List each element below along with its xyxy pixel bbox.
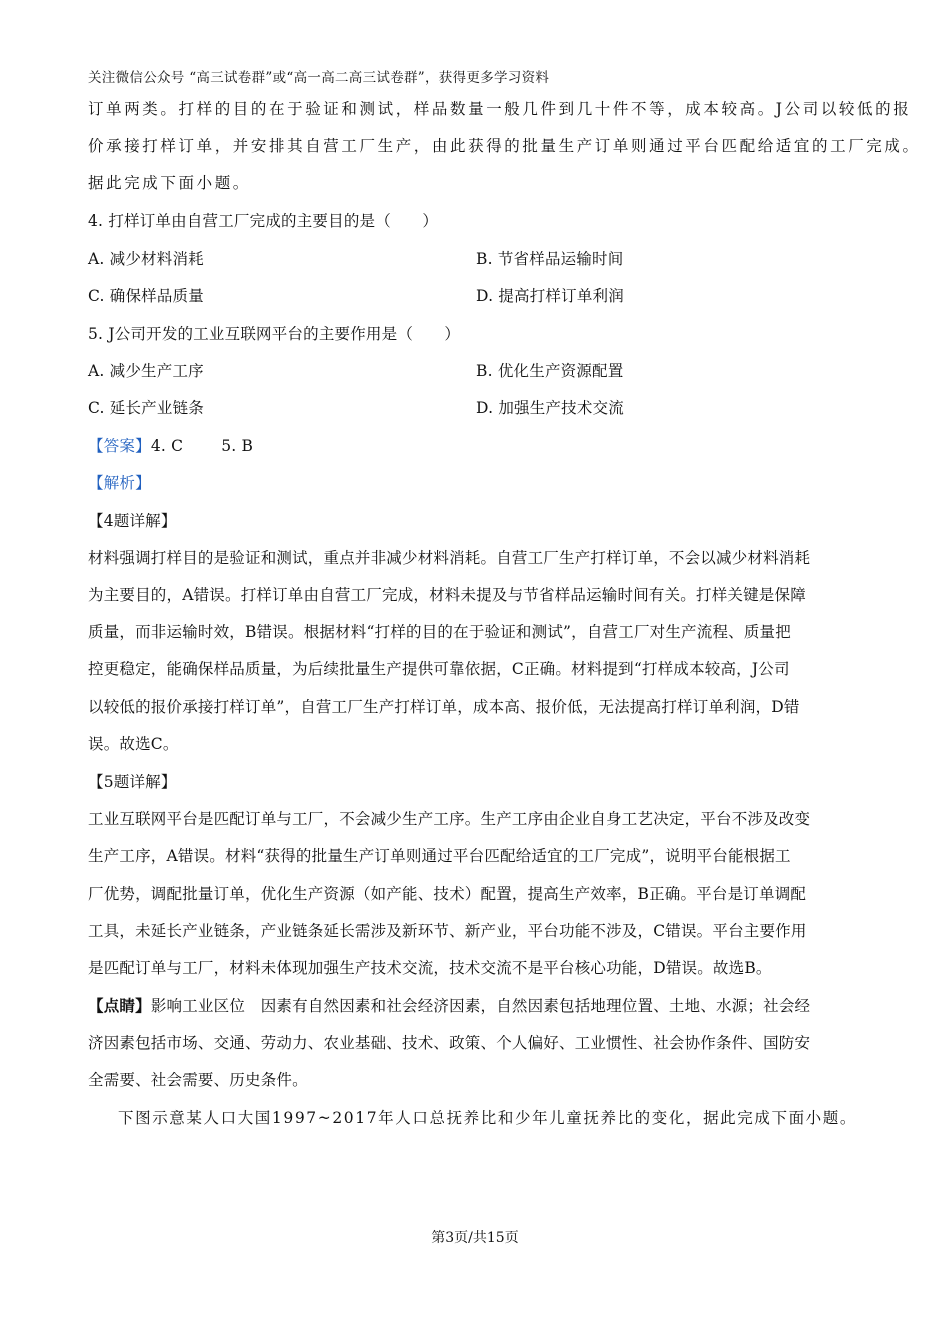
analysis-label: 【解析】 — [88, 474, 151, 492]
detail5-line-3: 厂优势，调配批量订单，优化生产资源（如产能、技术）配置，提高生产效率，B正确。平台是订单调配 — [88, 885, 807, 903]
material-line-2: 价承接打样订单，并安排其自营工厂生产，由此获得的批量生产订单则通过平台匹配给适宜的工厂完成。 — [88, 137, 921, 155]
q4-option-d: D. 提高打样订单利润 — [476, 287, 624, 305]
answer-label: 【答案】 — [88, 437, 151, 455]
detail4-title: 【4题详解】 — [88, 512, 177, 530]
detail4-line-3: 质量，而非运输时效，B错误。根据材料“打样的目的在于验证和测试”，自营工厂对生产流程、质量把 — [88, 623, 791, 641]
material-line-1: 订单两类。打样的目的在于验证和测试，样品数量一般几件到几十件不等，成本较高。J公司以较低的报 — [88, 100, 912, 118]
answer-row — [88, 436, 868, 456]
tip-line-2: 济因素包括市场、交通、劳动力、农业基础、技术、政策、个人偏好、工业惯性、社会协作条件、国防安 — [88, 1034, 811, 1052]
q5-option-d: D. 加强生产技术交流 — [476, 399, 624, 417]
q5-stem: 5. J公司开发的工业互联网平台的主要作用是（ ） — [88, 325, 461, 343]
detail5-line-5: 是匹配订单与工厂，材料未体现加强生产技术交流，技术交流不是平台核心功能，D错误。故选B。 — [88, 959, 772, 977]
tip-line-1 — [88, 996, 868, 1016]
answer-q4: 4. C — [150, 437, 184, 455]
q4-option-a: A. 减少材料消耗 — [88, 250, 204, 268]
detail4-line-6: 误。故选C。 — [88, 735, 179, 753]
q4-stem: 4. 打样订单由自营工厂完成的主要目的是（ ） — [88, 212, 439, 230]
tip-text-1: 影响工业区位 因素有自然因素和社会经济因素，自然因素包括地理位置、土地、水源；社会经 — [150, 997, 811, 1015]
answer-q5: 5. B — [221, 437, 254, 455]
detail4-line-4: 控更稳定，能确保样品质量，为后续批量生产提供可靠依据，C正确。材料提到“打样成本较高，J公司 — [88, 660, 790, 678]
tip-label: 【点睛】 — [88, 996, 151, 1015]
tip-line-3: 全需要、社会需要、历史条件。 — [88, 1071, 308, 1089]
material-line-3: 据此完成下面小题。 — [88, 174, 251, 192]
detail5-line-4: 工具，未延长产业链条，产业链条延长需涉及新环节、新产业，平台功能不涉及，C错误。平台主要作用 — [88, 922, 807, 940]
detail5-line-2: 生产工序，A错误。材料“获得的批量生产订单则通过平台匹配给适宜的工厂完成”，说明平台能根据工 — [88, 847, 791, 865]
header-note: 关注微信公众号 “高三试卷群”或“高一高二高三试卷群”，获得更多学习资料 — [88, 70, 550, 86]
q5-option-b: B. 优化生产资源配置 — [476, 362, 624, 380]
page-number: 第3页/共15页 — [431, 1230, 519, 1246]
detail4-line-2: 为主要目的，A错误。打样订单由自营工厂完成，材料未提及与节省样品运输时间有关。打样关键是保障 — [88, 586, 806, 604]
detail5-title: 【5题详解】 — [88, 773, 177, 791]
q4-option-b: B. 节省样品运输时间 — [476, 250, 624, 268]
detail4-line-5: 以较低的报价承接打样订单”，自营工厂生产打样订单，成本高、报价低，无法提高打样订单利润，D错 — [88, 698, 800, 716]
q5-option-c: C. 延长产业链条 — [88, 399, 204, 417]
detail5-line-1: 工业互联网平台是匹配订单与工厂，不会减少生产工序。生产工序由企业自身工艺决定，平台不涉及改变 — [88, 810, 811, 828]
q5-option-a: A. 减少生产工序 — [88, 362, 204, 380]
q4-option-c: C. 确保样品质量 — [88, 287, 204, 305]
detail4-line-1: 材料强调打样目的是验证和测试，重点并非减少材料消耗。自营工厂生产打样订单，不会以减少材料消耗 — [88, 549, 811, 567]
next-question-intro: 下图示意某人口大国1997~2017年人口总抚养比和少年儿童抚养比的变化，据此完成下面小题。 — [118, 1109, 857, 1127]
